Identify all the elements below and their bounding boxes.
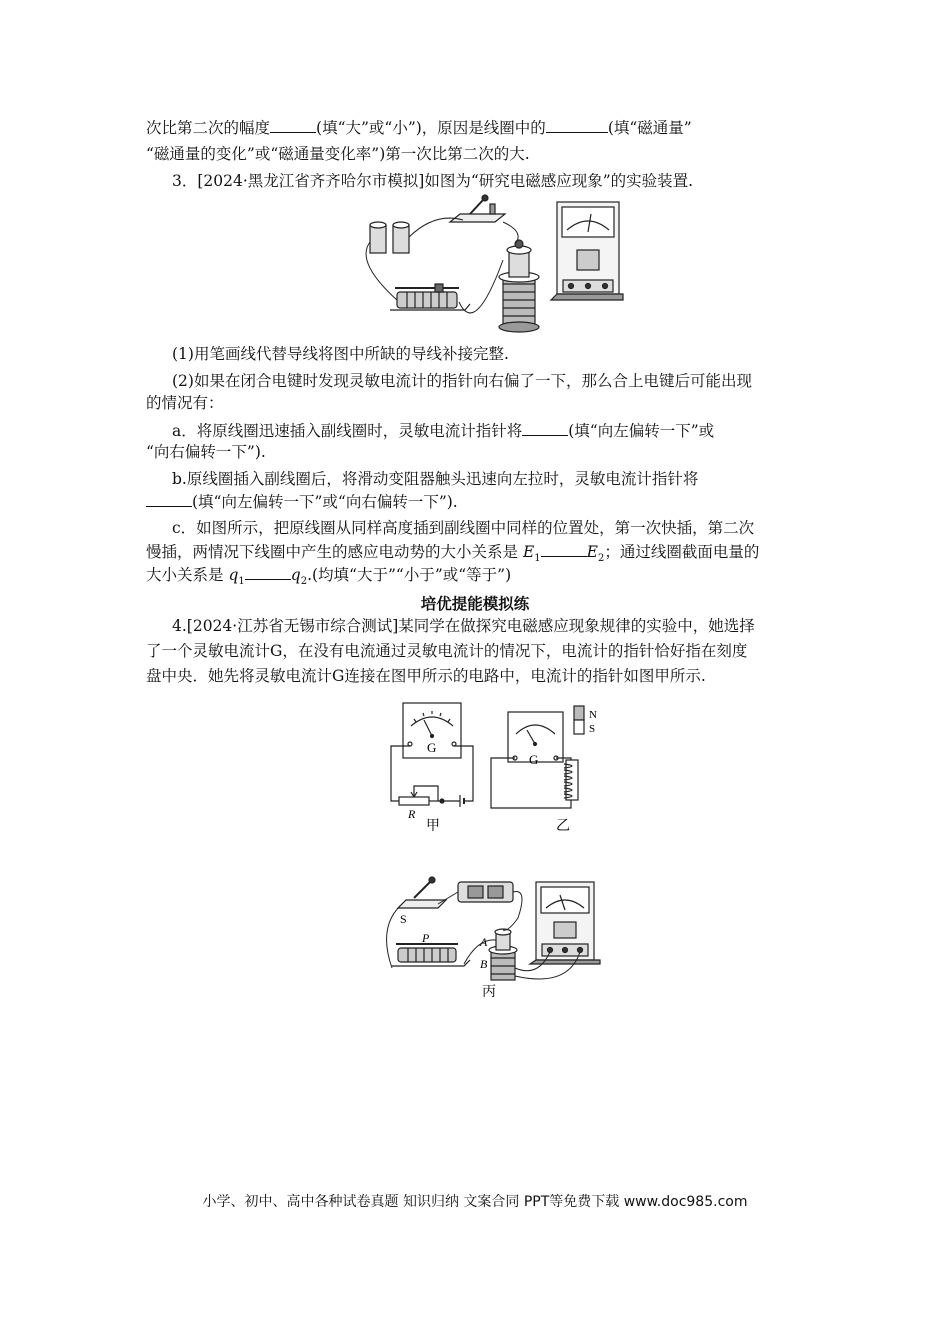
caption-bing: 丙 [482, 984, 496, 1000]
caption-yi: 乙 [556, 818, 570, 834]
sub-1: 1 [534, 553, 541, 565]
figure-bing [378, 868, 608, 1003]
switch-base [450, 214, 505, 222]
var-E1: E [522, 543, 535, 561]
text: (填“磁通量” [607, 119, 692, 137]
battery-1 [370, 225, 386, 253]
question-4-line-3: 盘中央．她先将灵敏电流计G连接在图甲所示的电路中，电流计的指针如图甲所示. [146, 667, 706, 685]
question-3: 3．[2024·黑龙江省齐齐哈尔市模拟]如图为“研究电磁感应现象”的实验装置. [172, 172, 694, 190]
text: 大小关系是 [146, 566, 224, 584]
sub-2: 2 [597, 553, 605, 565]
battery-box [458, 882, 513, 902]
part-2-line-1: (2)如果在闭合电键时发现灵敏电流计的指针向右偏了一下，那么合上电键后可能出现 [172, 372, 752, 390]
answer-blank [146, 490, 192, 507]
page-footer: 小学、初中、高中各种试卷真题 知识归纳 文案合同 PPT等免费下载 www.doc985.com [202, 1194, 748, 1210]
part-c-line-1: c．如图所示，把原线圈从同样高度插到副线圈中同样的位置处，第一次快插，第二次 [172, 519, 755, 537]
var-q1: q [228, 566, 239, 584]
figure-jia-yi [378, 698, 618, 838]
var-q2: q [290, 566, 301, 584]
label-B: B [480, 957, 488, 971]
answer-blank [546, 116, 608, 133]
label-S: S [400, 912, 407, 926]
answer-blank [270, 116, 316, 133]
part-a-line-1 [172, 419, 714, 442]
text: 次比第二次的幅度 [146, 119, 271, 137]
battery-2 [393, 225, 409, 253]
label-P: P [422, 931, 430, 945]
text: a．将原线圈迅速插入副线圈时，灵敏电流计指针将 [172, 422, 523, 440]
label-R: R [408, 807, 416, 821]
part-a-line-2: “向右偏转一下”). [146, 443, 266, 461]
section-title: 培优提能模拟练 [420, 594, 530, 613]
text: 慢插，两情况下线圈中产生的感应电动势的大小关系是 [146, 543, 519, 561]
question-4-line-1: 4.[2024·江苏省无锡市综合测试]某同学在做探究电磁感应现象规律的实验中，她选择 [172, 617, 755, 635]
resistor-R [399, 797, 429, 805]
caption-jia: 甲 [426, 818, 440, 834]
text: .(均填“大于”“小于”或“等于”) [307, 566, 512, 584]
figure-apparatus [355, 192, 630, 337]
text: (填“向左偏转一下”或“向右偏转一下”). [192, 493, 458, 511]
sub-1: 1 [238, 576, 245, 588]
part-1: (1)用笔画线代替导线将图中所缺的导线补接完整. [172, 345, 509, 363]
part-2-line-2: 的情况有： [146, 394, 224, 412]
var-E2: E [586, 543, 598, 561]
answer-blank [541, 540, 587, 557]
label-G-jia: G [427, 740, 437, 755]
answer-blank [522, 419, 568, 436]
part-b-line-1: b.原线圈插入副线圈后，将滑动变阻器触头迅速向左拉时，灵敏电流计指针将 [172, 470, 699, 488]
label-N: N [589, 709, 597, 721]
label-A: A [480, 935, 488, 949]
text: ；通过线圈截面电量的 [604, 543, 760, 561]
rheostat [397, 292, 457, 308]
text: (填“向左偏转一下”或 [568, 422, 715, 440]
magnet-S [574, 720, 584, 734]
label-G-yi: G [529, 752, 539, 767]
line-1 [146, 116, 692, 139]
question-4-line-2: 了一个灵敏电流计G，在没有电流通过灵敏电流计的情况下，电流计的指针恰好指在刻度 [146, 642, 748, 660]
label-S: S [589, 723, 596, 735]
line-2: “磁通量的变化”或“磁通量变化率”)第一次比第二次的大. [146, 145, 530, 163]
sub-2: 2 [300, 576, 308, 588]
rheostat-P [398, 948, 456, 962]
part-b-line-2 [146, 490, 458, 513]
part-c-line-3 [146, 563, 511, 593]
magnet-N [574, 706, 584, 720]
answer-blank [245, 563, 291, 580]
text: (填“大”或“小”)，原因是线圈中的 [316, 119, 546, 137]
